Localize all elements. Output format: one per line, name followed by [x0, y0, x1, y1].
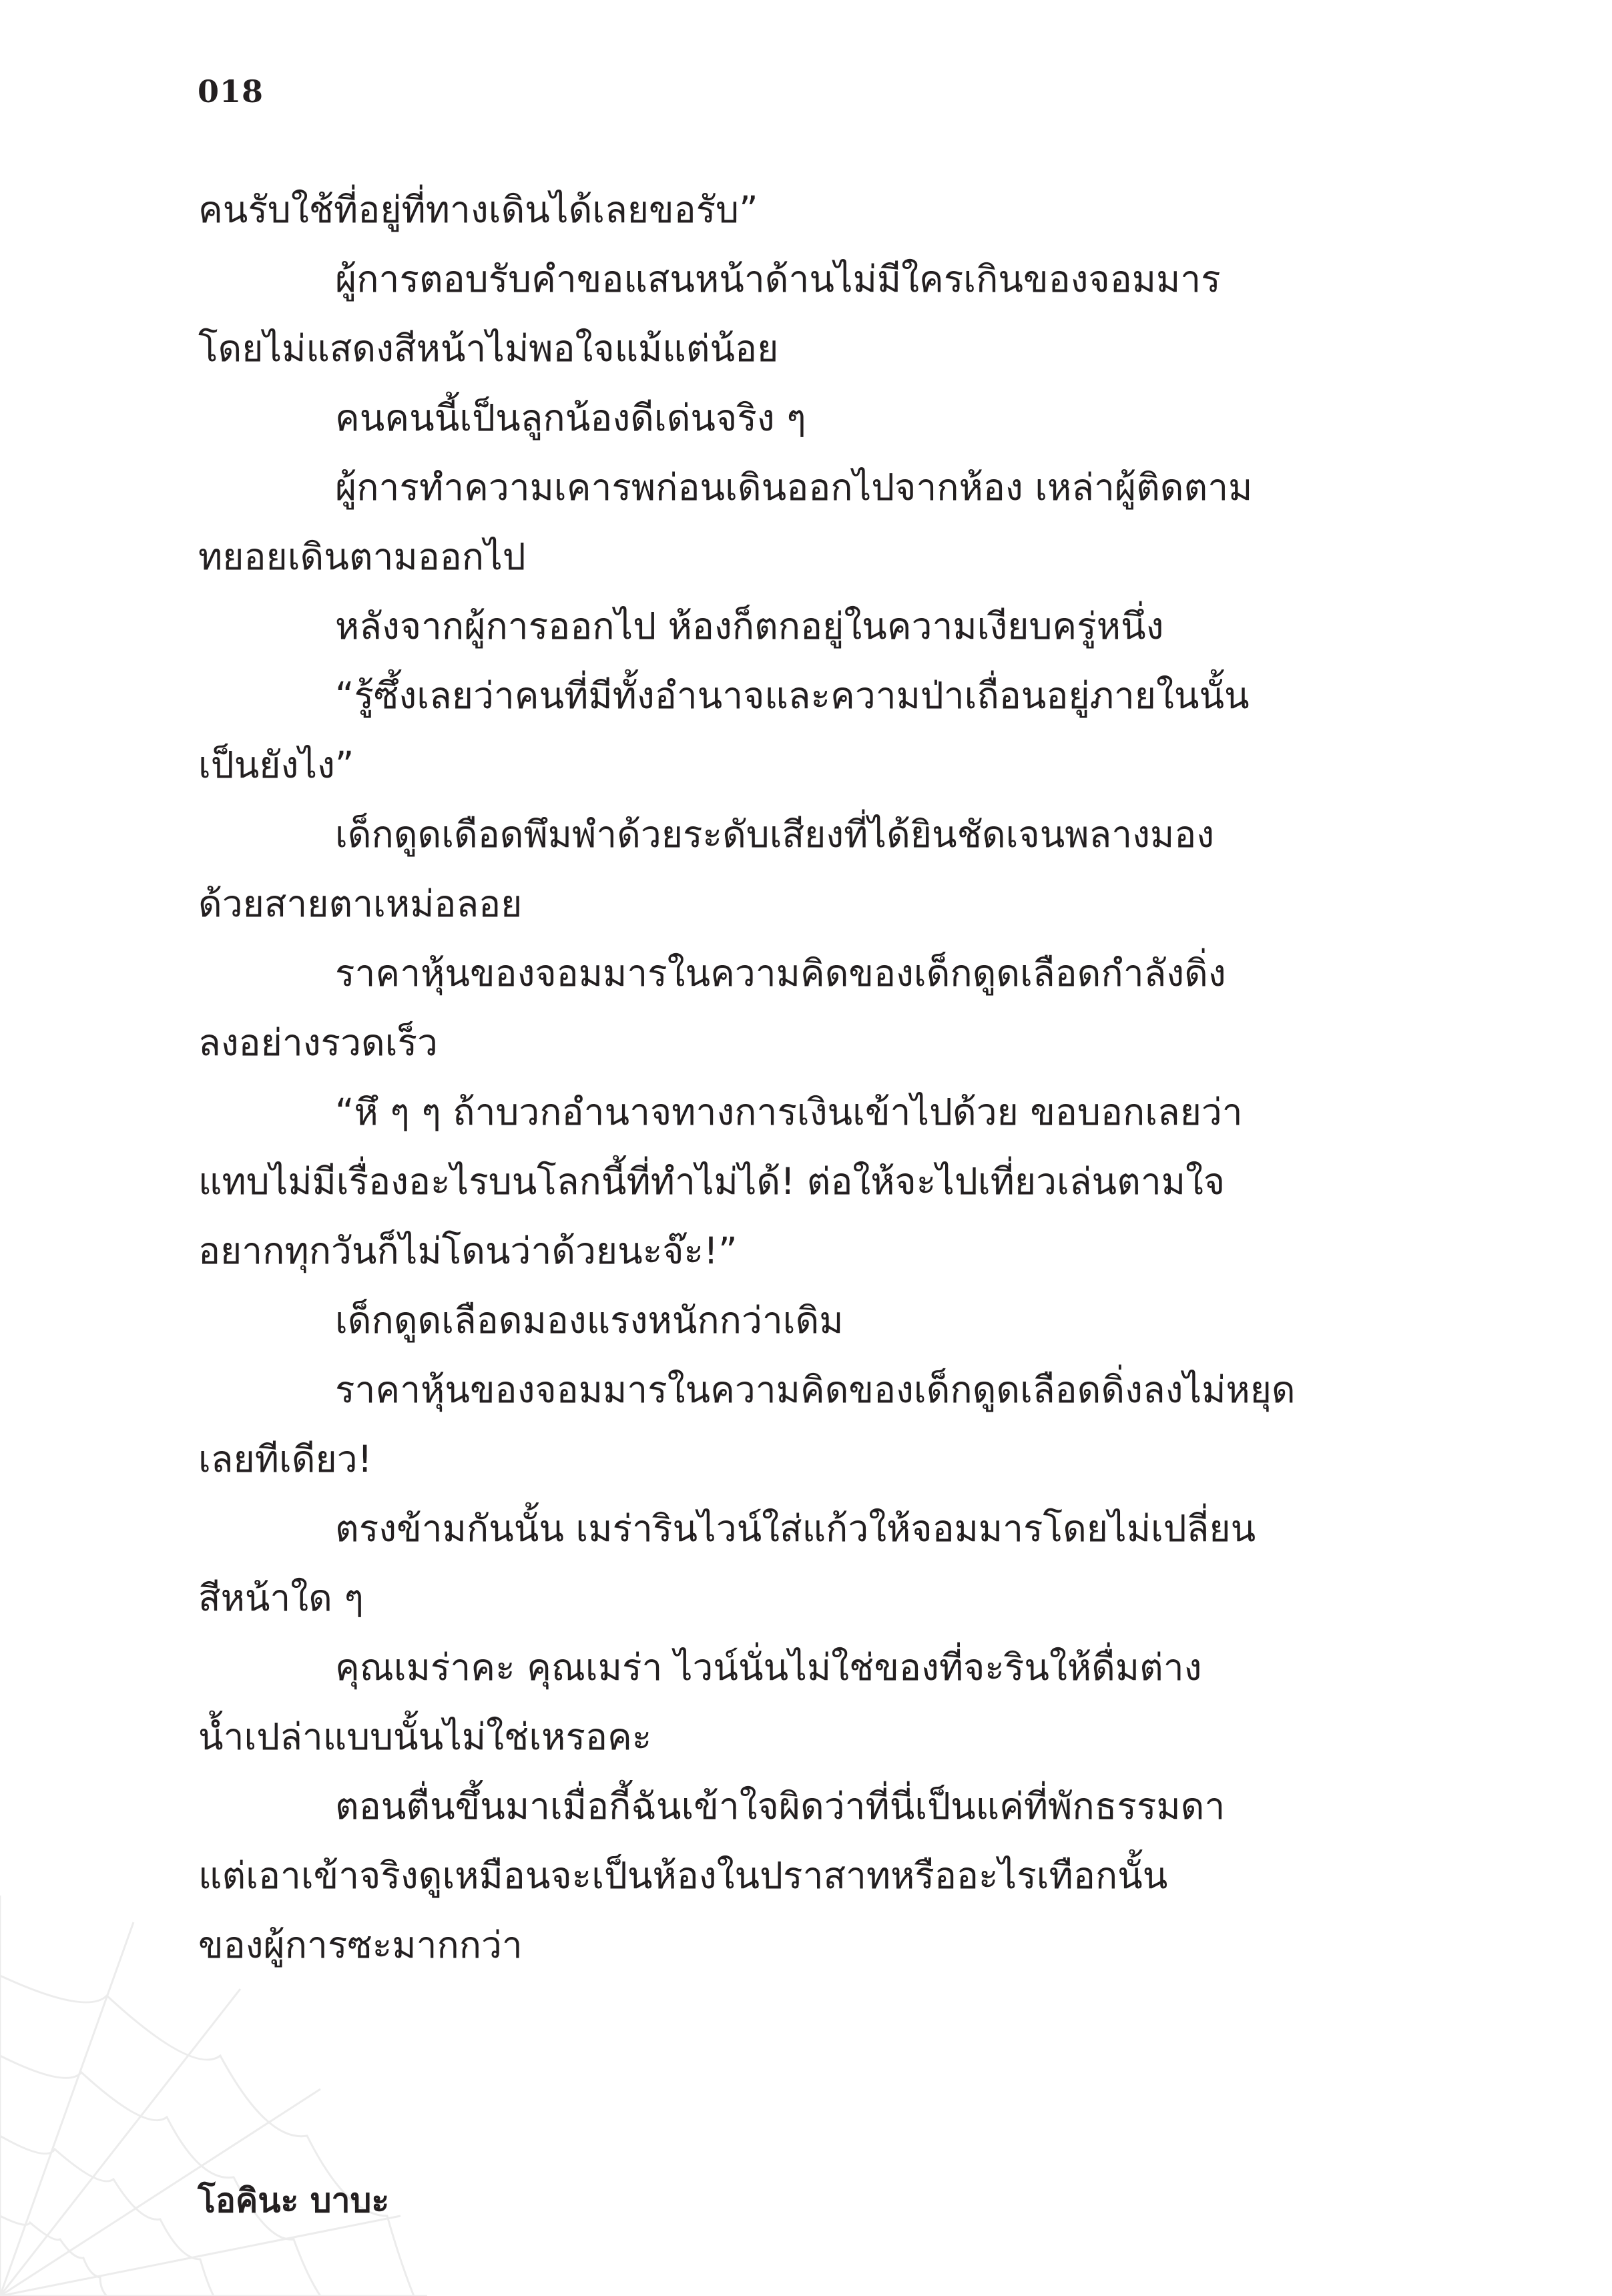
text-line: เด็กดูดเลือดมองแรงหนักกว่าเดิม: [335, 1299, 844, 1342]
text-line: น้ำเปล่าแบบนั้นไม่ใช่เหรอคะ: [198, 1715, 652, 1758]
text-line: “หึ ๆ ๆ ถ้าบวกอำนาจทางการเงินเข้าไปด้วย ขอบอกเลยว่า: [335, 1091, 1243, 1133]
text-line: ตรงข้ามกันนั้น เมร่ารินไวน์ใส่แก้วให้จอมมารโดยไม่เปลี่ยน: [335, 1507, 1256, 1550]
spider-web-decoration: [0, 1869, 427, 2296]
text-line: โดยไม่แสดงสีหน้าไม่พอใจแม้แต่น้อย: [198, 327, 779, 370]
text-line: แทบไม่มีเรื่องอะไรบนโลกนี้ที่ทำไม่ได้! ต่อให้จะไปเที่ยวเล่นตามใจ: [198, 1160, 1226, 1203]
text-line: ราคาหุ้นของจอมมารในความคิดของเด็กดูดเลือดกำลังดิ่ง: [335, 952, 1226, 994]
text-line: สีหน้าใด ๆ: [198, 1576, 364, 1619]
text-line: หลังจากผู้การออกไป ห้องก็ตกอยู่ในความเงียบครู่หนึ่ง: [335, 605, 1164, 647]
text-line: คนคนนี้เป็นลูกน้องดีเด่นจริง ๆ: [335, 396, 806, 439]
text-line: ราคาหุ้นของจอมมารในความคิดของเด็กดูดเลือดดิ่งลงไม่หยุด: [335, 1368, 1296, 1411]
text-line: ของผู้การซะมากกว่า: [198, 1924, 523, 1966]
text-line: แต่เอาเข้าจริงดูเหมือนจะเป็นห้องในปราสาทหรืออะไรเทือกนั้น: [198, 1854, 1168, 1897]
text-line: ตอนตื่นขึ้นมาเมื่อกี้ฉันเข้าใจผิดว่าที่นี่เป็นแค่ที่พักธรรมดา: [335, 1785, 1226, 1827]
author-name: โอคินะ บาบะ: [198, 2181, 390, 2220]
text-line: ผู้การทำความเคารพก่อนเดินออกไปจากห้อง เหล่าผู้ติดตาม: [335, 466, 1253, 509]
text-line: คุณเมร่าคะ คุณเมร่า ไวน์นั่นไม่ใช่ของที่จะรินให้ดื่มต่าง: [335, 1646, 1202, 1689]
text-line: ลงอย่างรวดเร็ว: [198, 1021, 438, 1064]
text-line: อยากทุกวันก็ไม่โดนว่าด้วยนะจ๊ะ!”: [198, 1229, 738, 1272]
text-line: “รู้ซึ้งเลยว่าคนที่มีทั้งอำนาจและความป่าเถื่อนอยู่ภายในนั้น: [335, 674, 1250, 717]
text-line: ผู้การตอบรับคำขอแสนหน้าด้านไม่มีใครเกินของจอมมาร: [335, 258, 1221, 300]
text-line: ด้วยสายตาเหม่อลอย: [198, 882, 523, 925]
text-line: คนรับใช้ที่อยู่ที่ทางเดินได้เลยขอรับ”: [198, 188, 758, 231]
text-line: เลยทีเดียว!: [198, 1438, 372, 1480]
page-number: 018: [198, 73, 264, 109]
body-text: [198, 175, 1413, 1980]
text-line: เด็กดูดเดือดพึมพำด้วยระดับเสียงที่ได้ยินชัดเจนพลางมอง: [335, 813, 1215, 856]
text-line: ทยอยเดินตามออกไป: [198, 535, 526, 578]
text-line: เป็นยังไง”: [198, 744, 354, 786]
